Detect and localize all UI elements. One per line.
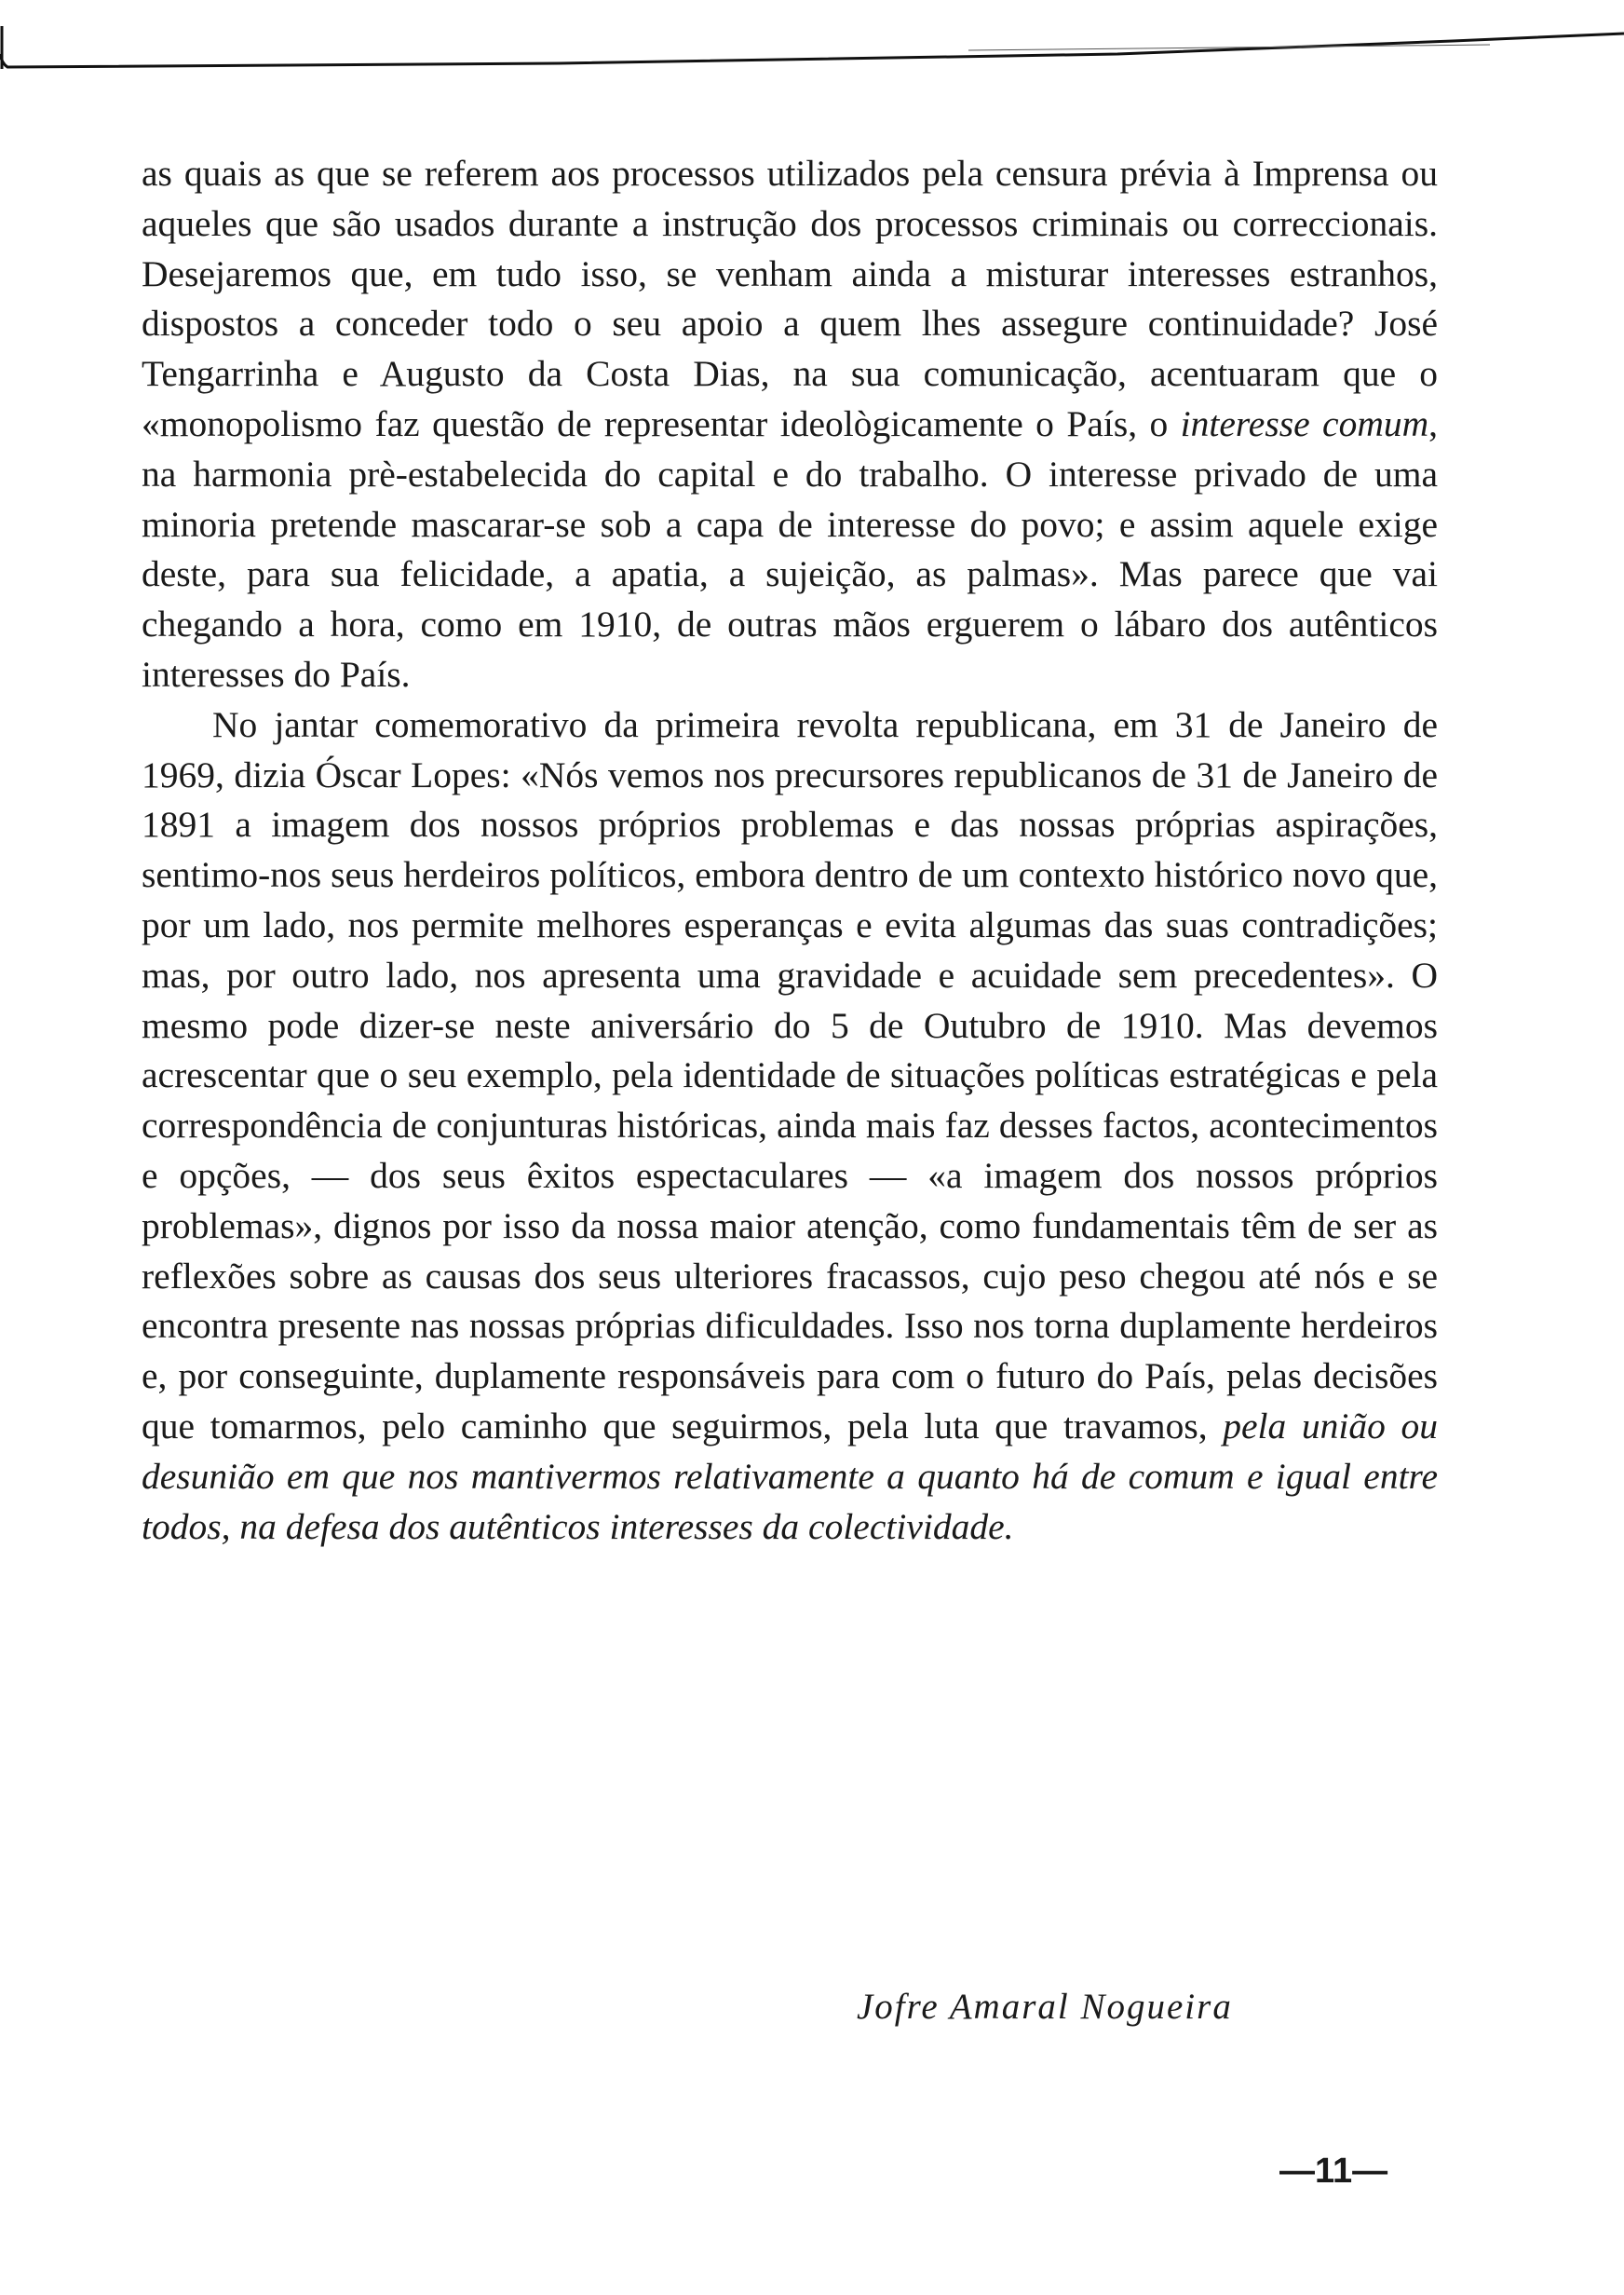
paragraph-1-text: as quais as que se referem aos processos utilizados pela censura prévia à Imprensa ou aqueles que são usados durante a instrução dos processos criminais ou correccionais. Desejaremos que, em tudo isso, se venham ainda a misturar interesses estranhos, dispostos a conceder todo o seu apoio a quem lhes assegure continuidade? José Tengarrinha e Augusto da Costa Dias, na sua comunicação, acentuaram que o «monopolismo faz questão de representar ideològicamente o País, o xyxy=(142,153,1438,444)
author-signature: Jofre Amaral Nogueira xyxy=(857,1987,1233,2027)
paragraph-1 xyxy=(142,149,1438,700)
top-rule-line xyxy=(0,26,1624,82)
page-number: —11— xyxy=(1279,2152,1388,2191)
paragraph-1-emphasis: interesse comum xyxy=(1180,402,1429,444)
paragraph-2 xyxy=(142,700,1438,1553)
paragraph-2-text: No jantar comemorativo da primeira revolta republicana, em 31 de Janeiro de 1969, dizia Óscar Lopes: «Nós vemos nos precursores republicanos de 31 de Janeiro de 1891 a imagem dos nossos próprios problemas e das nossas próprias aspirações, sentimo-nos seus herdeiros políticos, embora dentro de um contexto histórico novo que, por um lado, nos permite melhores esperanças e evita algumas das suas contradições; mas, por outro lado, nos apresenta uma gravidade e acuidade sem precedentes». O mesmo pode dizer-se neste aniversário do 5 de Outubro de 1910. Mas devemos acrescentar que o seu exemplo, pela identidade de situações políticas estratégicas e pela correspondência de conjunturas históricas, ainda mais faz desses factos, acontecimentos e opções, — dos seus êxitos espectaculares — «a imagem dos nossos próprios problemas», dignos por isso da nossa maior atenção, como fundamentais têm de ser as reflexões sobre as causas dos seus ulteriores fracassos, cujo peso chegou até nós e se encontra presente nas nossas próprias dificuldades. Isso nos torna duplamente herdeiros e, por conseguinte, duplamente responsáveis para com o futuro do País, pelas decisões que tomarmos, pelo caminho que seguirmos, pela luta que travamos, xyxy=(142,703,1438,1446)
body-text xyxy=(142,149,1438,1552)
paragraph-1-text-continued: , na harmonia prè-estabelecida do capital e do trabalho. O interesse privado de uma minoria pretende mascarar-se sob a capa de interesse do povo; e assim aquele exige deste, para sua felicidade, a apatia, a sujeição, as palmas». Mas parece que vai chegando a hora, como em 1910, de outras mãos erguerem o lábaro dos autênticos interesses do País. xyxy=(142,402,1438,695)
paragraph-2-emphasis: pela união ou desunião em que nos mantivermos relativamente a quanto há de comum e igual entre todos, na defesa dos autênticos interesses da colectividade. xyxy=(142,1405,1438,1547)
